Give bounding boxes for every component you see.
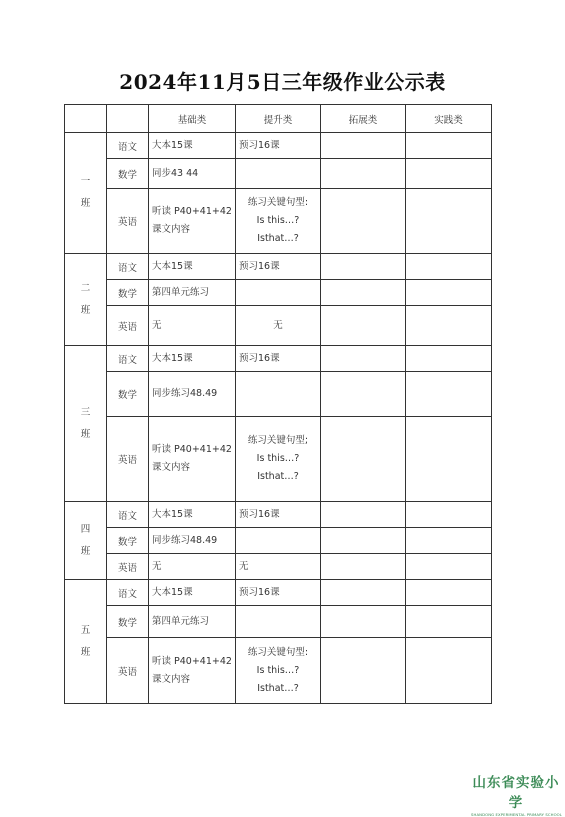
table-row [65,159,492,189]
cell-line: 第四单元练习 [152,286,210,298]
cell-line: 课文内容 [152,224,191,235]
basic-cell [149,554,236,580]
basic-cell [149,528,236,554]
cell-line: 同步练习48.49 [152,534,218,546]
extend-cell [321,638,406,704]
basic-cell [149,189,236,254]
cell-line: Is this…? [256,215,300,226]
subject-cell: 数学 [107,280,149,306]
header-row [65,105,492,133]
basic-cell [149,372,236,417]
cell-line: 大本15课 [152,586,193,598]
cell-line: 大本15课 [152,260,193,272]
practice-cell [406,346,492,372]
homework-table [64,104,492,704]
header-basic: 基础类 [149,105,236,133]
extend-cell [321,417,406,502]
extend-cell [321,254,406,280]
subject-cell: 数学 [107,606,149,638]
subject-cell: 英语 [107,638,149,704]
advance-cell [236,580,321,606]
header-practice: 实践类 [406,105,492,133]
table-row [65,280,492,306]
cell-line: 第四单元练习 [152,615,210,627]
table-row [65,554,492,580]
cell-line: 无 [152,319,162,331]
advance-cell [236,306,321,346]
cell-line: 练习关键句型; [247,435,309,446]
cell-line: Is this…? [256,664,300,676]
basic-cell [149,133,236,159]
table-row [65,133,492,159]
cell-line: Isthat…? [257,471,299,482]
subject-cell: 英语 [107,417,149,502]
basic-cell [149,606,236,638]
subject-cell: 语文 [107,254,149,280]
practice-cell [406,159,492,189]
basic-cell [149,502,236,528]
class-name-line: 班 [80,545,91,557]
class-name-line: 班 [80,428,91,440]
practice-cell [406,280,492,306]
extend-cell [321,528,406,554]
basic-cell [149,346,236,372]
cell-line: 无 [273,319,283,331]
header-empty-2 [107,105,149,133]
advance-cell [236,638,321,704]
subject-cell: 数学 [107,372,149,417]
subject-cell: 数学 [107,159,149,189]
cell-line: 课文内容 [152,673,191,685]
extend-cell [321,554,406,580]
class-name-line: 班 [80,304,91,316]
cell-line: 听读 P40+41+42 [152,655,232,667]
practice-cell [406,372,492,417]
subject-cell: 语文 [107,502,149,528]
table-row [65,346,492,372]
table-row [65,372,492,417]
cell-line: 大本15课 [152,508,193,520]
cell-line: 同步练习48.49 [152,388,218,399]
class-name-line: 一 [80,176,91,187]
school-logo-subtitle: SHANDONG EXPERIMENTAL PRIMARY SCHOOL [471,812,562,817]
cell-line: 大本15课 [152,139,193,151]
subject-cell: 语文 [107,346,149,372]
practice-cell [406,554,492,580]
table-row [65,254,492,280]
advance-cell [236,254,321,280]
extend-cell [321,306,406,346]
extend-cell [321,189,406,254]
advance-cell [236,372,321,417]
header-empty-1 [65,105,107,133]
extend-cell [321,133,406,159]
table-row [65,502,492,528]
cell-line: 无 [152,560,162,572]
page-title: 2024年11月5日三年级作业公示表 [119,70,446,94]
table-row [65,638,492,704]
basic-cell [149,159,236,189]
table-body [65,133,492,704]
class-name-line: 班 [80,646,91,658]
extend-cell [321,346,406,372]
advance-cell [236,280,321,306]
class-name-line: 五 [80,624,91,636]
header-advance: 提升类 [236,105,321,133]
extend-cell [321,159,406,189]
cell-line: 同步43 44 [152,167,199,179]
class-name-cell [65,346,107,502]
cell-line: 课文内容 [152,462,191,473]
table-row [65,189,492,254]
table-row [65,606,492,638]
subject-cell: 英语 [107,189,149,254]
practice-cell [406,502,492,528]
advance-cell [236,528,321,554]
class-name-line: 班 [80,198,91,209]
cell-line: 无 [239,560,249,572]
class-name-cell [65,580,107,704]
cell-line: 预习16课 [239,586,280,598]
practice-cell [406,254,492,280]
school-logo [471,771,561,817]
header-extend: 拓展类 [321,105,406,133]
basic-cell [149,417,236,502]
table-row [65,306,492,346]
cell-line: 预习16课 [239,260,280,272]
advance-cell [236,502,321,528]
extend-cell [321,580,406,606]
subject-cell: 英语 [107,554,149,580]
practice-cell [406,638,492,704]
class-name-line: 四 [80,523,91,535]
cell-line: 大本15课 [152,352,193,364]
advance-cell [236,346,321,372]
subject-cell: 语文 [107,133,149,159]
practice-cell [406,606,492,638]
subject-cell: 语文 [107,580,149,606]
cell-line: 预习16课 [239,508,280,520]
basic-cell [149,306,236,346]
practice-cell [406,306,492,346]
extend-cell [321,502,406,528]
practice-cell [406,580,492,606]
cell-line: 预习16课 [239,352,280,364]
class-name-line: 二 [80,282,91,294]
advance-cell [236,189,321,254]
table-row [65,580,492,606]
cell-line: 练习关键句型: [247,646,309,658]
class-name-cell [65,254,107,346]
cell-line: 听读 P40+41+42 [152,206,232,217]
advance-cell [236,159,321,189]
cell-line: 练习关键句型: [247,197,309,208]
school-logo-name: 山东省实验小学 [472,775,560,811]
table-row [65,417,492,502]
cell-line: Is this…? [256,453,300,464]
cell-line: 预习16课 [239,139,280,151]
extend-cell [321,280,406,306]
advance-cell [236,417,321,502]
class-name-line: 三 [80,406,91,418]
cell-line: 听读 P40+41+42 [152,444,232,455]
advance-cell [236,554,321,580]
cell-line: Isthat…? [257,233,299,244]
cell-line: Isthat…? [257,682,299,694]
extend-cell [321,606,406,638]
extend-cell [321,372,406,417]
class-name-cell [65,133,107,254]
table-row [65,528,492,554]
subject-cell: 英语 [107,306,149,346]
practice-cell [406,528,492,554]
basic-cell [149,638,236,704]
advance-cell [236,606,321,638]
subject-cell: 数学 [107,528,149,554]
basic-cell [149,280,236,306]
practice-cell [406,189,492,254]
practice-cell [406,417,492,502]
basic-cell [149,254,236,280]
advance-cell [236,133,321,159]
practice-cell [406,133,492,159]
class-name-cell [65,502,107,580]
basic-cell [149,580,236,606]
